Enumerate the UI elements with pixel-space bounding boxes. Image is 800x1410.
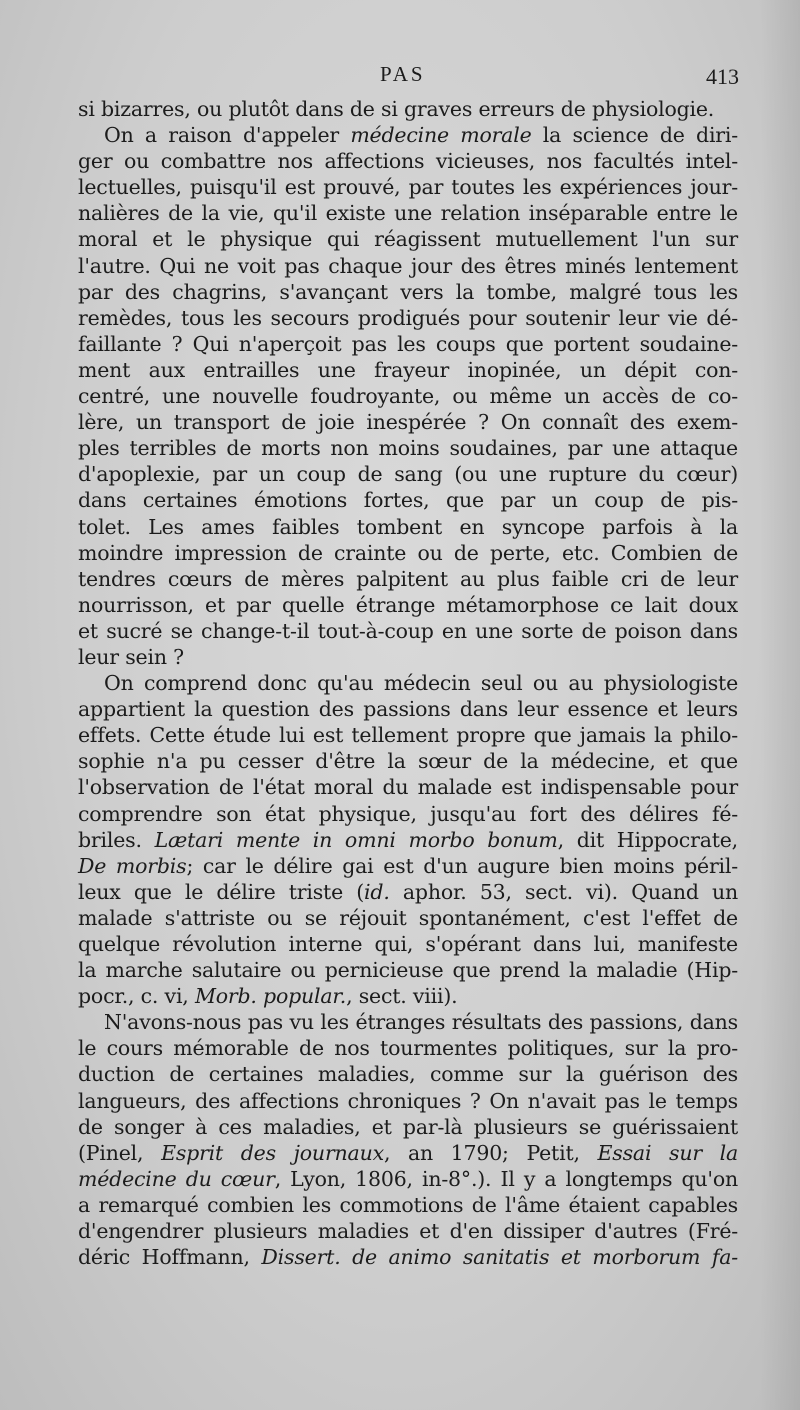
text-line <box>78 331 738 357</box>
text-segment: malade s'attriste ou se réjouit spontanément, c'est l'effet de <box>78 905 738 930</box>
italic-text: Lætari mente in omni morbo bonum <box>154 827 558 852</box>
text-line <box>78 983 738 1009</box>
text-segment: remèdes, tous les secours prodigués pour soutenir leur vie dé- <box>78 305 738 330</box>
text-segment: a remarqué combien les commotions de l'âme étaient capables <box>78 1192 738 1217</box>
text-segment: ment aux entrailles une frayeur inopinée, un dépit con- <box>78 357 738 382</box>
running-head: PAS <box>380 62 426 86</box>
text-segment: lère, un transport de joie inespérée ? On connaît des exem- <box>78 410 738 435</box>
text-segment: l'observation de l'état moral du malade est indispensable pour <box>78 775 738 800</box>
text-line <box>78 853 738 879</box>
text-segment: par des chagrins, s'avançant vers la tombe, malgré tous les <box>78 279 738 304</box>
text-segment: N'avons-nous pas vu les étranges résultats des passions, dans <box>104 1010 738 1035</box>
text-segment: centré, une nouvelle foudroyante, ou même un accès de co- <box>78 384 738 409</box>
text-line <box>78 435 738 461</box>
text-segment: appartient la question des passions dans leur essence et leurs <box>78 697 738 722</box>
text-line <box>78 1088 738 1114</box>
text-segment: leur sein ? <box>78 644 184 669</box>
text-segment: la marche salutaire ou pernicieuse que prend la maladie (Hip- <box>78 958 738 983</box>
text-segment: comprendre son état physique, jusqu'au fort des délires fé- <box>78 801 738 826</box>
text-segment: si bizarres, ou plutôt dans de si graves erreurs de physiologie. <box>78 97 715 121</box>
text-line <box>78 801 738 827</box>
text-segment: ger ou combattre nos affections vicieuses, nos facultés intel- <box>78 149 738 174</box>
text-segment: , Lyon, 1806, in-8°.). Il y a longtemps qu'on <box>274 1166 738 1191</box>
italic-text: Dissert. de animo sanitatis et morborum fa- <box>261 1245 738 1270</box>
text-segment: tendres cœurs de mères palpitent au plus faible cri de leur <box>78 566 738 591</box>
text-line <box>78 1035 738 1061</box>
text-line <box>78 174 738 200</box>
text-line <box>78 122 738 148</box>
text-line <box>78 409 738 435</box>
text-segment: nourrisson, et par quelle étrange métamorphose ce lait doux <box>78 592 738 617</box>
text-segment: quelque révolution interne qui, s'opérant dans lui, manifeste <box>78 932 738 956</box>
text-line <box>78 1244 738 1270</box>
text-line <box>78 279 738 305</box>
text-line <box>78 1218 738 1244</box>
text-line <box>78 618 738 644</box>
italic-text: Esprit des journaux <box>161 1140 384 1165</box>
text-line <box>78 1061 738 1087</box>
text-segment: On comprend donc qu'au médecin seul ou au physiologiste <box>104 671 738 696</box>
text-line <box>78 827 738 853</box>
text-line <box>78 592 738 618</box>
text-segment: duction de certaines maladies, comme sur la guérison des <box>78 1062 738 1087</box>
text-segment: sophie n'a pu cesser d'être la sœur de la médecine, et que <box>78 749 738 774</box>
italic-text: Essai sur la <box>597 1140 739 1165</box>
italic-text: médecine morale <box>350 123 532 148</box>
text-line <box>78 1009 738 1035</box>
page-header <box>0 62 800 92</box>
text-segment: , dit Hippocrate, <box>557 827 738 852</box>
text-segment: ; car le délire gai est d'un augure bien moins péril- <box>186 853 738 878</box>
text-line <box>78 696 738 722</box>
text-segment: déric Hoffmann, <box>78 1245 262 1270</box>
text-line <box>78 905 738 931</box>
text-segment: , an 1790; Petit, <box>383 1140 598 1165</box>
text-line <box>78 514 738 540</box>
text-line <box>78 383 738 409</box>
text-line <box>78 148 738 174</box>
text-segment: l'autre. Qui ne voit pas chaque jour des êtres minés lentement <box>78 253 738 278</box>
text-segment: briles. <box>78 827 155 852</box>
text-segment: de songer à ces maladies, et par-là plusieurs se guérissaient <box>78 1114 738 1139</box>
italic-text: Morb. popular. <box>194 984 347 1009</box>
text-line <box>78 879 738 905</box>
body-text <box>78 96 738 1270</box>
text-segment: le cours mémorable de nos tourmentes politiques, sur la pro- <box>78 1036 738 1061</box>
text-line <box>78 226 738 252</box>
page-edge-shadow <box>760 0 800 1410</box>
text-segment: moral et le physique qui réagissent mutuellement l'un sur <box>78 227 738 252</box>
text-line <box>78 931 738 957</box>
text-line <box>78 957 738 983</box>
text-line <box>78 1166 738 1192</box>
text-segment: d'apoplexie, par un coup de sang (ou une rupture du cœur) <box>78 462 738 487</box>
text-line <box>78 305 738 331</box>
text-segment: pocr., c. vi, <box>78 984 195 1009</box>
text-segment: la science de diri- <box>531 123 738 148</box>
text-segment: leux que le délire triste ( <box>78 879 365 904</box>
text-segment: et sucré se change-t-il tout-à-coup en une sorte de poison dans <box>78 618 738 643</box>
text-line <box>78 540 738 566</box>
text-line <box>78 748 738 774</box>
text-segment: , sect. viii). <box>346 984 458 1009</box>
text-segment: d'engendrer plusieurs maladies et d'en dissiper d'autres (Fré- <box>78 1219 738 1244</box>
text-line <box>78 253 738 279</box>
text-segment: nalières de la vie, qu'il existe une relation inséparable entre le <box>78 201 738 226</box>
italic-text: médecine du cœur <box>78 1166 275 1191</box>
italic-text: id. <box>364 879 390 904</box>
text-line <box>78 644 738 670</box>
text-segment: lectuelles, puisqu'il est prouvé, par toutes les expériences jour- <box>78 175 738 200</box>
text-line <box>78 670 738 696</box>
text-segment: On a raison d'appeler <box>104 123 351 148</box>
text-segment: tolet. Les ames faibles tombent en syncope parfois à la <box>78 514 738 539</box>
text-segment: dans certaines émotions fortes, que par un coup de pis- <box>78 488 738 513</box>
text-line <box>78 566 738 592</box>
text-line <box>78 96 738 122</box>
page-number: 413 <box>706 64 739 89</box>
text-line <box>78 722 738 748</box>
text-segment: ples terribles de morts non moins soudaines, par une attaque <box>78 436 738 461</box>
text-segment: aphor. 53, sect. vi). Quand un <box>389 879 738 904</box>
text-line <box>78 461 738 487</box>
text-line <box>78 774 738 800</box>
text-line <box>78 487 738 513</box>
text-line <box>78 1114 738 1140</box>
italic-text: De morbis <box>78 853 187 878</box>
text-segment: faillante ? Qui n'aperçoit pas les coups que portent soudaine- <box>78 331 738 356</box>
text-segment: (Pinel, <box>78 1140 162 1165</box>
text-line <box>78 1140 738 1166</box>
text-segment: langueurs, des affections chroniques ? On n'avait pas le temps <box>78 1088 738 1113</box>
text-line <box>78 357 738 383</box>
text-line <box>78 1192 738 1218</box>
text-line <box>78 200 738 226</box>
text-segment: moindre impression de crainte ou de perte, etc. Combien de <box>78 540 738 565</box>
text-segment: effets. Cette étude lui est tellement propre que jamais la philo- <box>78 723 738 748</box>
